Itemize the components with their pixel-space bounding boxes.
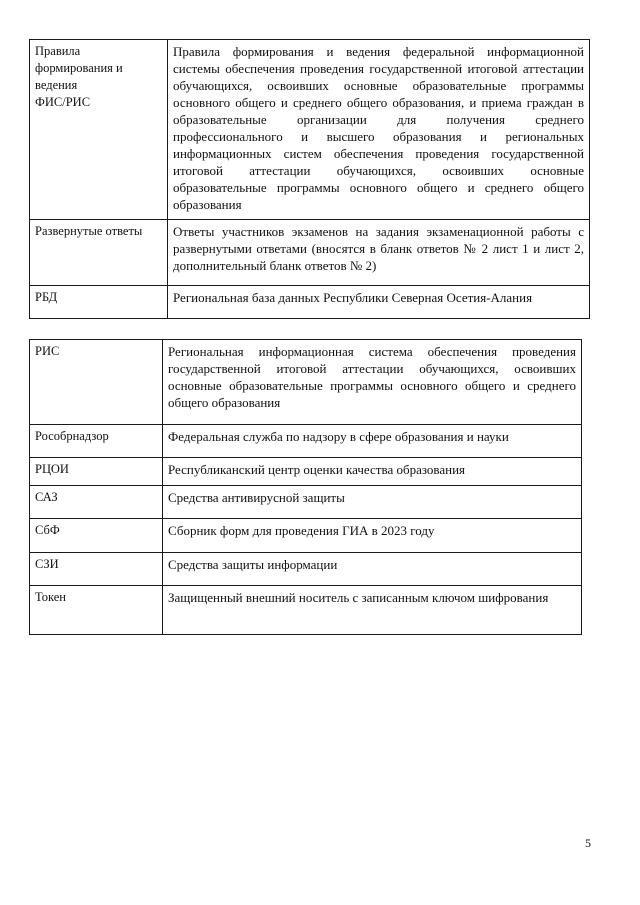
definition-cell: Региональная информационная система обеспечения проведения государственной итоговой аттестации обучающихся, освоивших основные образовательные программы основного общего и среднего общего образования: [163, 340, 582, 425]
definition-cell: Республиканский центр оценки качества образования: [163, 458, 582, 486]
term-line: ведения: [35, 78, 78, 92]
table-row: [30, 486, 582, 519]
term-cell: РИС: [30, 340, 163, 425]
term-cell: Токен: [30, 586, 163, 635]
table-row: [30, 425, 582, 458]
glossary-table-1: [29, 39, 590, 319]
term-line: Правила: [35, 44, 81, 58]
definition-cell: Средства антивирусной защиты: [163, 486, 582, 519]
term-cell: РБД: [30, 286, 168, 319]
term-cell: РЦОИ: [30, 458, 163, 486]
definition-cell: Сборник форм для проведения ГИА в 2023 году: [163, 519, 582, 553]
glossary-table-2: [29, 339, 582, 635]
table-row: [30, 40, 590, 220]
term-line: формирования и: [35, 61, 123, 75]
page-number: 5: [585, 836, 591, 850]
table-row: [30, 553, 582, 586]
term-cell: [30, 40, 168, 220]
definition-cell: Защищенный внешний носитель с записанным ключом шифрования: [163, 586, 582, 635]
term-cell: СЗИ: [30, 553, 163, 586]
table-row: [30, 586, 582, 635]
definition-cell: Ответы участников экзаменов на задания экзаменационной работы с развернутыми ответами (вносятся в бланк ответов № 2 лист 1 и лист 2, дополнительный бланк ответов № 2): [168, 220, 590, 286]
term-cell: Рособрнадзор: [30, 425, 163, 458]
term-cell: Развернутые ответы: [30, 220, 168, 286]
table-row: [30, 340, 582, 425]
table-row: [30, 286, 590, 319]
definition-cell: Средства защиты информации: [163, 553, 582, 586]
term-line: ФИС/РИС: [35, 95, 91, 109]
table-row: [30, 458, 582, 486]
term-cell: САЗ: [30, 486, 163, 519]
table-row: [30, 519, 582, 553]
table-row: [30, 220, 590, 286]
term-cell: СбФ: [30, 519, 163, 553]
definition-cell: Федеральная служба по надзору в сфере образования и науки: [163, 425, 582, 458]
definition-cell: Правила формирования и ведения федеральной информационной системы обеспечения проведения государственной итоговой аттестации обучающихся, освоивших основные образовательные программы основного общего и среднего общего образования, и приема граждан в образовательные организации для получения среднего профессионального и высшего образования и региональных информационных систем обеспечения проведения государственной итоговой аттестации обучающихся, освоивших основные образовательные программы основного общего и среднего общего образования: [168, 40, 590, 220]
definition-cell: Региональная база данных Республики Северная Осетия-Алания: [168, 286, 590, 319]
